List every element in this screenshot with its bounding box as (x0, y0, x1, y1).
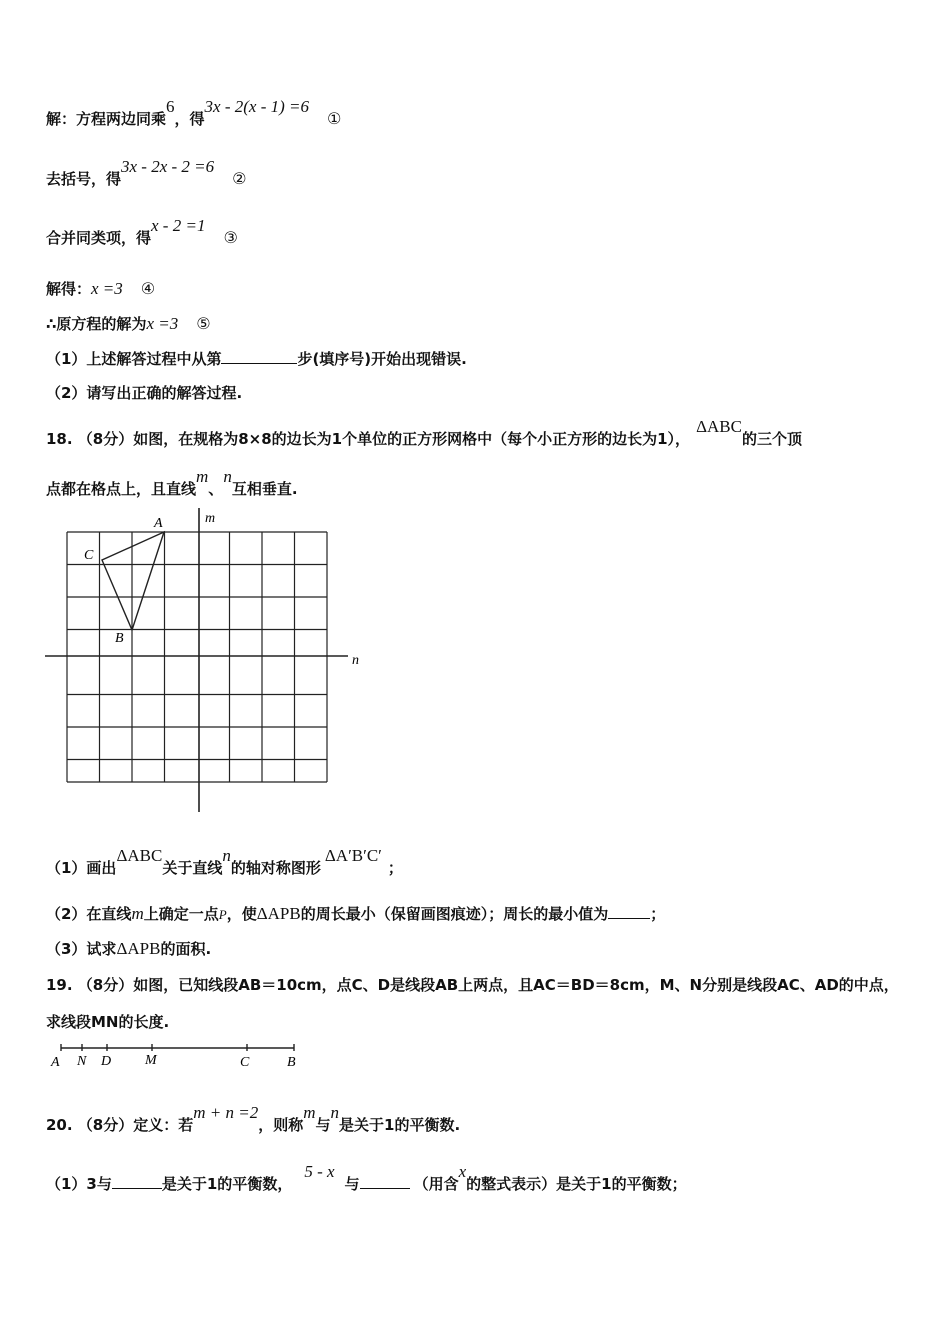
step3-num: ③ (223, 228, 238, 247)
step3-label: 合并同类项，得 (46, 229, 152, 247)
step5-expr: x =3 (146, 314, 179, 333)
axis-m-label: m (205, 511, 216, 526)
step5-label: ∴原方程的解为 (46, 315, 147, 333)
q18-sub2-m: m (131, 904, 144, 923)
q18-sub3-text-a: （3）试求 (46, 940, 117, 958)
triangle-abc (102, 532, 164, 630)
step3-line (46, 216, 238, 248)
q18-sep: 、 (208, 480, 224, 498)
q20-m: m (303, 1103, 316, 1122)
step2-line (46, 157, 247, 189)
q20-text-a: 20. （8分）定义：若 (46, 1116, 194, 1134)
axis-n-label: n (352, 653, 359, 668)
q18-line1 (46, 417, 802, 449)
q18-triangle: ΔABC (696, 417, 742, 436)
q19-line1: 19. （8分）如图，已知线段AB＝10cm，点C、D是线段AB上两点，且AC＝BD＝8cm，M、N分别是线段AC、AD的中点， (46, 976, 899, 994)
segment-figure (44, 1038, 314, 1072)
q18-sub2-end: ； (650, 905, 666, 923)
q18-sub1-text-b: 关于直线 (162, 859, 223, 877)
q20-expression: 5 - x (304, 1162, 335, 1181)
q18-line1-end: 的三个顶 (741, 430, 802, 448)
q18-sub2-p: P (218, 907, 227, 922)
q20-n: n (330, 1103, 340, 1122)
q18-sub1-end: ； (387, 859, 403, 877)
step5-num: ⑤ (196, 314, 211, 333)
q20-sub1-line (46, 1162, 687, 1194)
q20-sub1-text-b: 是关于1的平衡数， (161, 1175, 293, 1193)
q18-sub2-text-b: 上确定一点 (143, 905, 219, 923)
point-m-label: M (145, 1053, 157, 1068)
step1-expr: 3x - 2(x - 1) =6 (204, 97, 309, 116)
q18-sub2-triangle: ΔAPB (256, 904, 301, 923)
q18-sub2-text-d: 的周长最小（保留画图痕迹）；周长的最小值为 (300, 905, 609, 923)
vertex-a-label: A (154, 516, 163, 531)
q18-sub1-image: ΔA′B′C′ (324, 846, 382, 865)
step1-mult: 6 (166, 97, 175, 116)
answer-blank[interactable] (221, 349, 297, 364)
q18-sub3-text-b: 的面积. (160, 940, 212, 958)
perimeter-blank[interactable] (608, 904, 650, 919)
q18-line2 (46, 467, 298, 499)
step2-expr: 3x - 2x - 2 =6 (121, 157, 215, 176)
balance-blank-2[interactable] (360, 1174, 410, 1189)
q18-sub1-text-c: 的轴对称图形 (230, 859, 321, 877)
vertex-b-label: B (115, 631, 124, 646)
step1-num: ① (327, 109, 342, 128)
step1-line (46, 97, 342, 129)
grid-figure (40, 505, 370, 820)
q20-sub1-text-c: 与 (344, 1175, 360, 1193)
question-1-text-a: （1）上述解答过程中从第 (46, 350, 222, 368)
question-2-line: （2）请写出正确的解答过程. (46, 384, 243, 402)
q19-line2: 求线段MN的长度. (46, 1013, 170, 1031)
point-c-label: C (240, 1055, 250, 1070)
q18-line2-text-a: 点都在格点上，且直线 (46, 480, 197, 498)
q20-x: x (458, 1162, 467, 1181)
step3-expr: x - 2 =1 (151, 216, 206, 235)
q20-sub1-text-e: 的整式表示）是关于1的平衡数； (466, 1175, 687, 1193)
step4-line (46, 278, 155, 299)
question-1-text-b: 步(填序号)开始出现错误. (297, 350, 467, 368)
q18-sub3-triangle: ΔAPB (116, 939, 161, 958)
q20-condition: m + n =2 (193, 1103, 259, 1122)
step1-label: 解：方程两边同乘 (46, 110, 167, 128)
q18-sub2-text-c: ，使 (226, 905, 257, 923)
step1-sep: ，得 (174, 110, 205, 128)
point-d-label: D (101, 1054, 112, 1069)
point-b-label: B (287, 1055, 296, 1070)
q18-line1-text: 18. （8分）如图，在规格为8×8的边长为1个单位的正方形网格中（每个小正方形的边长为1）， (46, 430, 691, 448)
step4-label: 解得： (46, 280, 92, 298)
q18-sub3-line (46, 938, 211, 959)
q18-line-m: m (196, 467, 209, 486)
q18-sub1-text-a: （1）画出 (46, 859, 117, 877)
point-a-label: A (51, 1055, 60, 1070)
q20-sub1-text-a: （1）3与 (46, 1175, 112, 1193)
q20-text-b: ，则称 (258, 1116, 304, 1134)
step4-num: ④ (140, 279, 156, 298)
question-1-line (46, 348, 467, 369)
vertex-c-label: C (84, 548, 94, 563)
q18-sub1-n: n (222, 846, 231, 865)
q18-sub2-text-a: （2）在直线 (46, 905, 132, 923)
q18-line2-text-b: 互相垂直. (231, 480, 298, 498)
q20-line1 (46, 1103, 461, 1135)
step2-num: ② (232, 169, 247, 188)
point-n-label: N (77, 1054, 87, 1069)
q20-sub1-text-d: （用含 (413, 1175, 459, 1193)
q18-sub1-line (46, 846, 403, 878)
q18-sub1-triangle: ΔABC (116, 846, 163, 865)
balance-blank-1[interactable] (112, 1174, 162, 1189)
q18-sub2-line (46, 903, 665, 924)
q20-with: 与 (315, 1116, 331, 1134)
step2-label: 去括号，得 (46, 170, 122, 188)
q20-text-c: 是关于1的平衡数. (339, 1116, 461, 1134)
step4-expr: x =3 (91, 279, 123, 298)
step5-line (46, 313, 211, 334)
q18-line-n: n (223, 467, 232, 486)
